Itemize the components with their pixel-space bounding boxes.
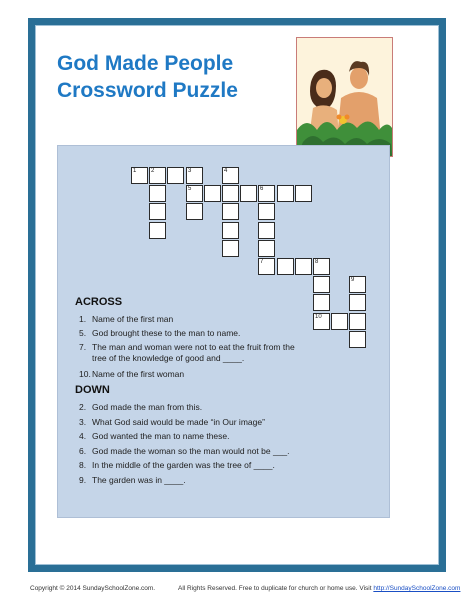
- cell-number: 6: [260, 186, 264, 192]
- clue-text: The man and woman were not to eat the fruit from the tree of the knowledge of good and ____.: [92, 342, 295, 363]
- crossword-cell[interactable]: [295, 185, 312, 202]
- crossword-cell[interactable]: [349, 313, 366, 330]
- clue-text: God wanted the man to name these.: [92, 431, 230, 441]
- crossword-cell[interactable]: [149, 167, 166, 184]
- clue-number: 9.: [79, 475, 87, 485]
- clue-number: 4.: [79, 431, 87, 441]
- crossword-cell[interactable]: [277, 258, 294, 275]
- clue-text: In the middle of the garden was the tree of ____.: [92, 460, 275, 470]
- down-heading: DOWN: [75, 384, 110, 396]
- website-link[interactable]: http://SundaySchoolZone.com: [373, 585, 461, 592]
- crossword-cell[interactable]: [222, 185, 239, 202]
- across-heading: ACROSS: [75, 296, 123, 308]
- crossword-cell[interactable]: [349, 331, 366, 348]
- clue-down-6: [79, 446, 309, 457]
- clue-number: 7.: [79, 342, 87, 352]
- cell-number: 7: [260, 259, 264, 265]
- clue-number: 10.: [79, 369, 91, 379]
- clue-text: God made the man from this.: [92, 402, 203, 412]
- clue-across-5: [79, 328, 309, 339]
- crossword-cell[interactable]: [149, 222, 166, 239]
- clue-number: 3.: [79, 417, 87, 427]
- clue-number: 1.: [79, 314, 87, 324]
- clue-text: Name of the first man: [92, 314, 174, 324]
- clue-across-7: [79, 342, 309, 364]
- crossword-cell[interactable]: [222, 222, 239, 239]
- crossword-cell[interactable]: [313, 313, 330, 330]
- crossword-cell[interactable]: [349, 294, 366, 311]
- clue-number: 2.: [79, 402, 87, 412]
- crossword-cell[interactable]: [258, 258, 275, 275]
- crossword-cell[interactable]: [331, 313, 348, 330]
- footer-rights: [178, 585, 460, 592]
- crossword-cell[interactable]: [186, 203, 203, 220]
- cell-number: 10: [315, 314, 322, 320]
- crossword-cell[interactable]: [204, 185, 221, 202]
- clue-number: 8.: [79, 460, 87, 470]
- crossword-cell[interactable]: [186, 185, 203, 202]
- crossword-cell[interactable]: [186, 167, 203, 184]
- crossword-cell[interactable]: [222, 167, 239, 184]
- crossword-cell[interactable]: [313, 258, 330, 275]
- clue-text: Name of the first woman: [92, 369, 185, 379]
- crossword-cell[interactable]: [349, 276, 366, 293]
- crossword-cell[interactable]: [149, 185, 166, 202]
- crossword-cell[interactable]: [313, 294, 330, 311]
- cell-number: 1: [133, 168, 137, 174]
- crossword-cell[interactable]: [258, 222, 275, 239]
- clue-across-10: [79, 369, 309, 380]
- crossword-cell[interactable]: [313, 276, 330, 293]
- clue-down-9: [79, 475, 309, 486]
- crossword-cell[interactable]: [131, 167, 148, 184]
- rights-text: All Rights Reserved. Free to duplicate for church or home use. Visit: [178, 585, 372, 592]
- cell-number: 9: [351, 277, 355, 283]
- title-line-2: Crossword Puzzle: [57, 79, 238, 102]
- clue-down-2: [79, 402, 309, 413]
- clue-text: God brought these to the man to name.: [92, 328, 241, 338]
- crossword-cell[interactable]: [258, 203, 275, 220]
- crossword-cell[interactable]: [258, 185, 275, 202]
- crossword-cell[interactable]: [222, 203, 239, 220]
- cell-number: 3: [188, 168, 192, 174]
- crossword-cell[interactable]: [167, 167, 184, 184]
- crossword-cell[interactable]: [277, 185, 294, 202]
- clue-across-1: [79, 314, 309, 325]
- clue-down-3: [79, 417, 309, 428]
- crossword-cell[interactable]: [258, 240, 275, 257]
- adam-and-eve-garden-image: [296, 37, 393, 157]
- clue-number: 5.: [79, 328, 87, 338]
- title-line-1: God Made People: [57, 52, 234, 75]
- clue-text: The garden was in ____.: [92, 475, 186, 485]
- crossword-cell[interactable]: [240, 185, 257, 202]
- illustration-svg: [297, 38, 392, 156]
- clue-down-8: [79, 460, 309, 471]
- cell-number: 8: [315, 259, 319, 265]
- clue-down-4: [79, 431, 309, 442]
- copyright-text: Copyright © 2014 SundaySchoolZone.com.: [30, 585, 156, 592]
- page-title: [57, 50, 238, 104]
- cell-number: 4: [224, 168, 228, 174]
- clue-number: 6.: [79, 446, 87, 456]
- crossword-cell[interactable]: [149, 203, 166, 220]
- clue-text: What God said would be made “in Our image”: [92, 417, 265, 427]
- clue-text: God made the woman so the man would not be ___.: [92, 446, 290, 456]
- crossword-cell[interactable]: [295, 258, 312, 275]
- cell-number: 5: [188, 186, 192, 192]
- crossword-cell[interactable]: [222, 240, 239, 257]
- cell-number: 2: [151, 168, 155, 174]
